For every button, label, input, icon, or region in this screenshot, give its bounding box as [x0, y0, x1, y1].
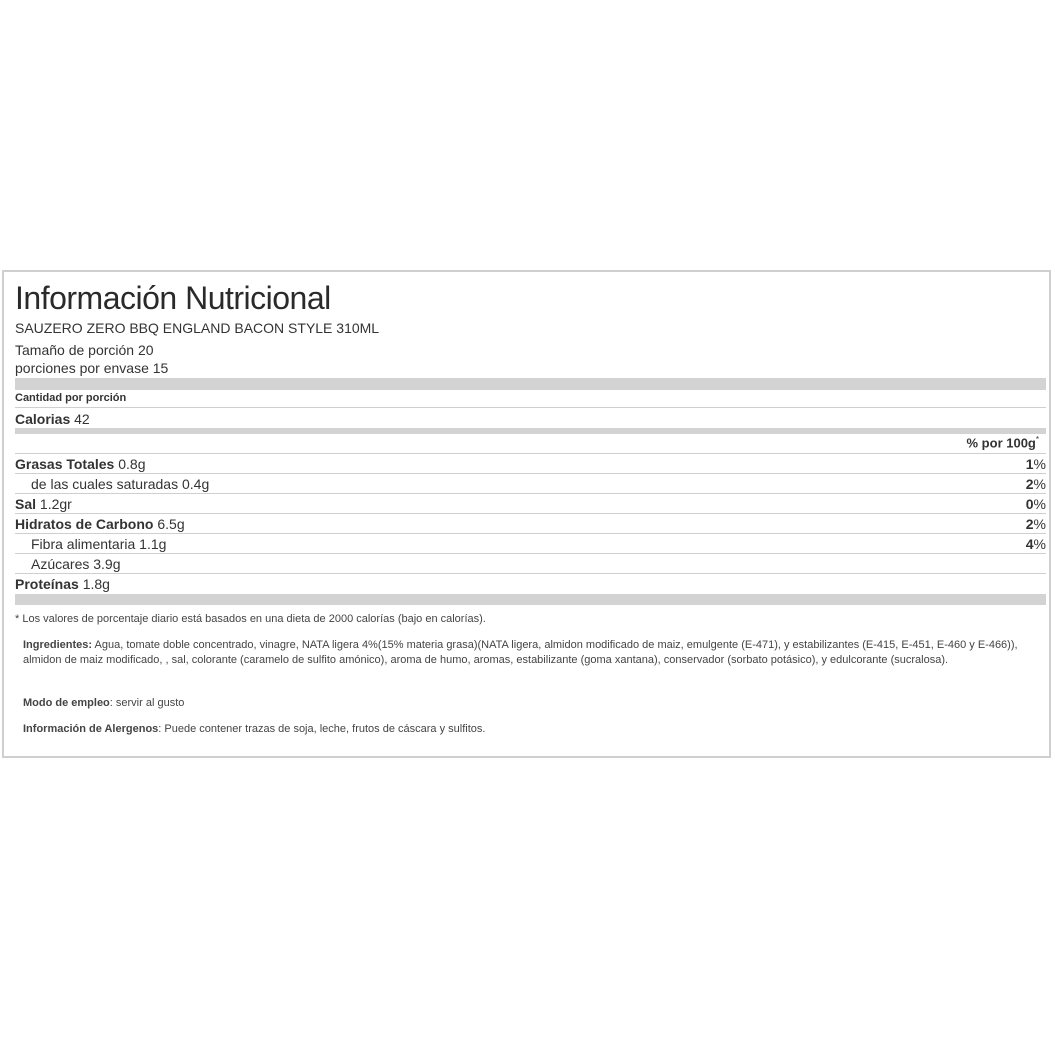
- percent-value: 2: [1025, 516, 1034, 532]
- nutrient-label: de las cuales saturadas: [31, 476, 179, 492]
- percent-value: 4: [1025, 536, 1034, 552]
- row-divider: [15, 407, 1046, 408]
- row-divider: [15, 473, 1046, 474]
- percent-value: 2: [1025, 476, 1034, 492]
- usage-label: Modo de empleo: [23, 697, 110, 709]
- nutrient-percent: [1026, 476, 1046, 492]
- page-title: Información Nutricional: [15, 280, 331, 316]
- row-divider: [15, 533, 1046, 534]
- row-divider: [15, 573, 1046, 574]
- percent-unit: %: [1033, 496, 1046, 512]
- ingredients: [23, 638, 1039, 668]
- nutrient-label: Grasas Totales: [15, 456, 115, 472]
- row-divider: [15, 553, 1046, 554]
- nutrient-label: Azúcares: [31, 556, 90, 572]
- product-name: SAUZERO ZERO BBQ ENGLAND BACON STYLE 310ML: [15, 320, 380, 336]
- section-divider: [15, 428, 1046, 434]
- allergens-label: Información de Alergenos: [23, 723, 159, 735]
- nutrient-row: [15, 576, 1046, 596]
- nutrient-value: 0.4g: [181, 476, 210, 492]
- nutrient-name: [15, 576, 110, 592]
- usage-text: : servir al gusto: [109, 697, 185, 709]
- row-divider: [15, 513, 1046, 514]
- nutrient-name: [15, 516, 185, 532]
- usage: [23, 696, 1039, 711]
- allergens: [23, 722, 1039, 737]
- row-divider: [15, 453, 1046, 454]
- footnote: * Los valores de porcentaje diario está basados en una dieta de 2000 calorías (bajo en calorías).: [15, 613, 486, 625]
- nutrient-label: Proteínas: [15, 576, 79, 592]
- nutrient-value: 1.8g: [82, 576, 110, 592]
- nutrient-label: Sal: [15, 496, 37, 512]
- nutrient-name: [15, 496, 72, 512]
- percent-header-mark: *: [1035, 435, 1039, 444]
- nutrient-value: 3.9g: [93, 556, 121, 572]
- section-divider: [15, 378, 1046, 390]
- nutrient-name: [31, 536, 166, 552]
- nutrient-percent: [1026, 456, 1046, 472]
- servings-per-package: porciones por envase 15: [15, 360, 169, 376]
- calories-label: Calorias: [15, 411, 71, 427]
- percent-unit: %: [1033, 456, 1046, 472]
- calories-row: [15, 411, 90, 427]
- nutrient-value: 6.5g: [157, 516, 185, 532]
- nutrient-percent: [1026, 516, 1046, 532]
- nutrient-label: Hidratos de Carbono: [15, 516, 154, 532]
- nutrient-percent: [1026, 536, 1046, 552]
- percent-unit: %: [1033, 516, 1046, 532]
- nutrient-label: Fibra alimentaria: [31, 536, 136, 552]
- nutrient-value: 1.1g: [139, 536, 167, 552]
- percent-header: [967, 435, 1039, 450]
- amount-per-serving-label: Cantidad por porción: [15, 392, 127, 404]
- allergens-text: : Puede contener trazas de soja, leche, frutos de cáscara y sulfitos.: [158, 723, 486, 735]
- percent-unit: %: [1033, 536, 1046, 552]
- ingredients-label: Ingredientes:: [23, 639, 93, 651]
- percent-value: 1: [1025, 456, 1034, 472]
- ingredients-text: Agua, tomate doble concentrado, vinagre, NATA ligera 4%(15% materia grasa)(NATA ligera, almidon modificado de maiz, emulgente (E-471), y estabilizantes (E-415, E-451, E-460 y E-466)), almidon de maiz modificado, , sal, colorante (caramelo de sulfito amónico), aroma de humo, aromas, estabilizante (goma xantana), conservador (sorbato potásico), y edulcorante (sucralosa).: [23, 639, 1018, 666]
- nutrient-value: 1.2gr: [39, 496, 72, 512]
- percent-unit: %: [1033, 476, 1046, 492]
- percent-header-label: % por 100g: [966, 435, 1036, 451]
- nutrient-name: [31, 476, 209, 492]
- serving-size: Tamaño de porción 20: [15, 342, 154, 358]
- nutrient-name: [31, 556, 121, 572]
- nutrition-facts-panel: [2, 270, 1051, 758]
- row-divider: [15, 493, 1046, 494]
- calories-value: 42: [74, 411, 90, 427]
- nutrient-percent: [1026, 496, 1046, 512]
- percent-value: 0: [1025, 496, 1034, 512]
- nutrient-name: [15, 456, 146, 472]
- section-divider: [15, 594, 1046, 605]
- nutrient-value: 0.8g: [118, 456, 146, 472]
